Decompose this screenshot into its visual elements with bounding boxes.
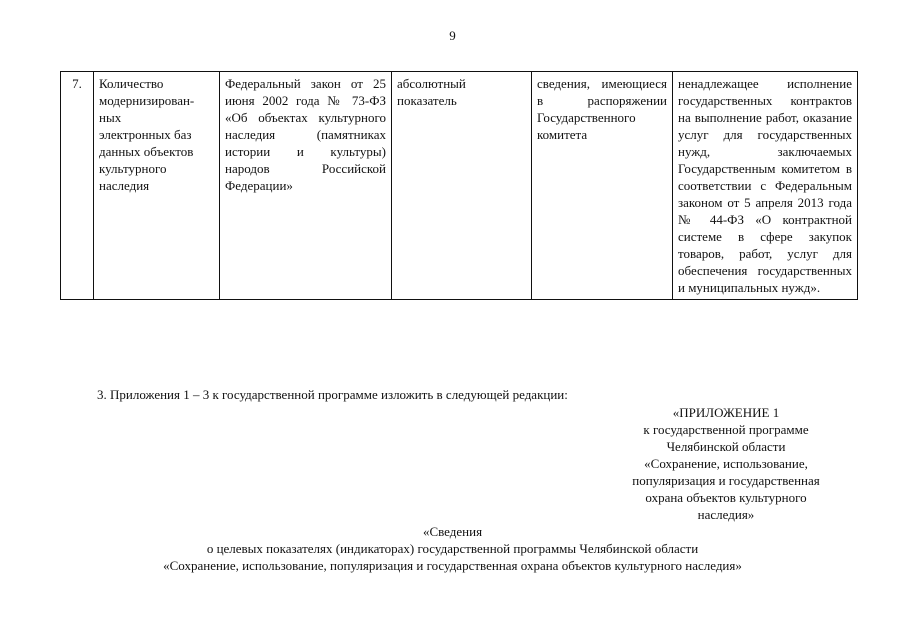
page-number: 9 [449, 28, 456, 43]
appendix-title: «ПРИЛОЖЕНИЕ 1 [672, 405, 780, 420]
legal-basis-text: Федеральный закон от 25 июня 2002 года № 73-ФЗ «Об объектах культурного наследия (памятниках истории и культуры) народов Российской Федерации» [225, 76, 386, 193]
paragraph-3: 3. Приложения 1 – 3 к государственной программе изложить в следующей редакции: [97, 387, 568, 402]
indicator-name-line: модернизирован- [99, 93, 195, 108]
indicator-name-line: культурного [99, 161, 167, 176]
appendix-line: охрана объектов культурного [645, 490, 807, 505]
row-number: 7. [72, 76, 82, 91]
appendix-line: «Сохранение, использование, [644, 456, 808, 471]
indicator-type-text: абсолютный показатель [397, 76, 466, 108]
heading-program-name: «Сохранение, использование, популяризация и государственная охрана объектов культурного наследия» [163, 558, 742, 573]
indicator-name-line: данных объектов [99, 144, 194, 159]
indicator-type-cell [392, 72, 532, 300]
indicators-table [60, 71, 858, 300]
appendix-header [608, 404, 844, 523]
section-heading [0, 523, 905, 574]
heading-subtitle: о целевых показателях (индикаторах) государственной программы Челябинской области [206, 541, 699, 556]
appendix-line: Челябинской области [666, 439, 786, 454]
reason-cell [673, 72, 858, 300]
appendix-line: популяризация и государственная [632, 473, 820, 488]
data-source-text: сведения, имеющиеся в распоряжении Государственного комитета [537, 76, 667, 142]
indicator-name-cell [94, 72, 220, 300]
appendix-line: к государственной программе [643, 422, 809, 437]
indicator-name-line: электронных баз [99, 127, 192, 142]
table-row [61, 72, 858, 300]
indicator-name-line: наследия [99, 178, 150, 193]
data-source-cell [532, 72, 673, 300]
appendix-line: наследия» [697, 507, 755, 522]
reason-text: ненадлежащее исполнение государственных контрактов на выполнение работ, оказание услуг для государственных нужд, заключаемых Государственным комитетом в соответствии с Федеральным законом от 5 апреля 2013 года № 44-ФЗ «О контрактной системе в сфере закупок товаров, работ, услуг для обеспечения государственных и муниципальных нужд». [678, 76, 852, 295]
heading-title: «Сведения [422, 524, 483, 539]
indicator-name-line: Количество [99, 76, 164, 91]
legal-basis-cell [220, 72, 392, 300]
indicator-name-line: ных [99, 110, 122, 125]
row-number-cell [61, 72, 94, 300]
